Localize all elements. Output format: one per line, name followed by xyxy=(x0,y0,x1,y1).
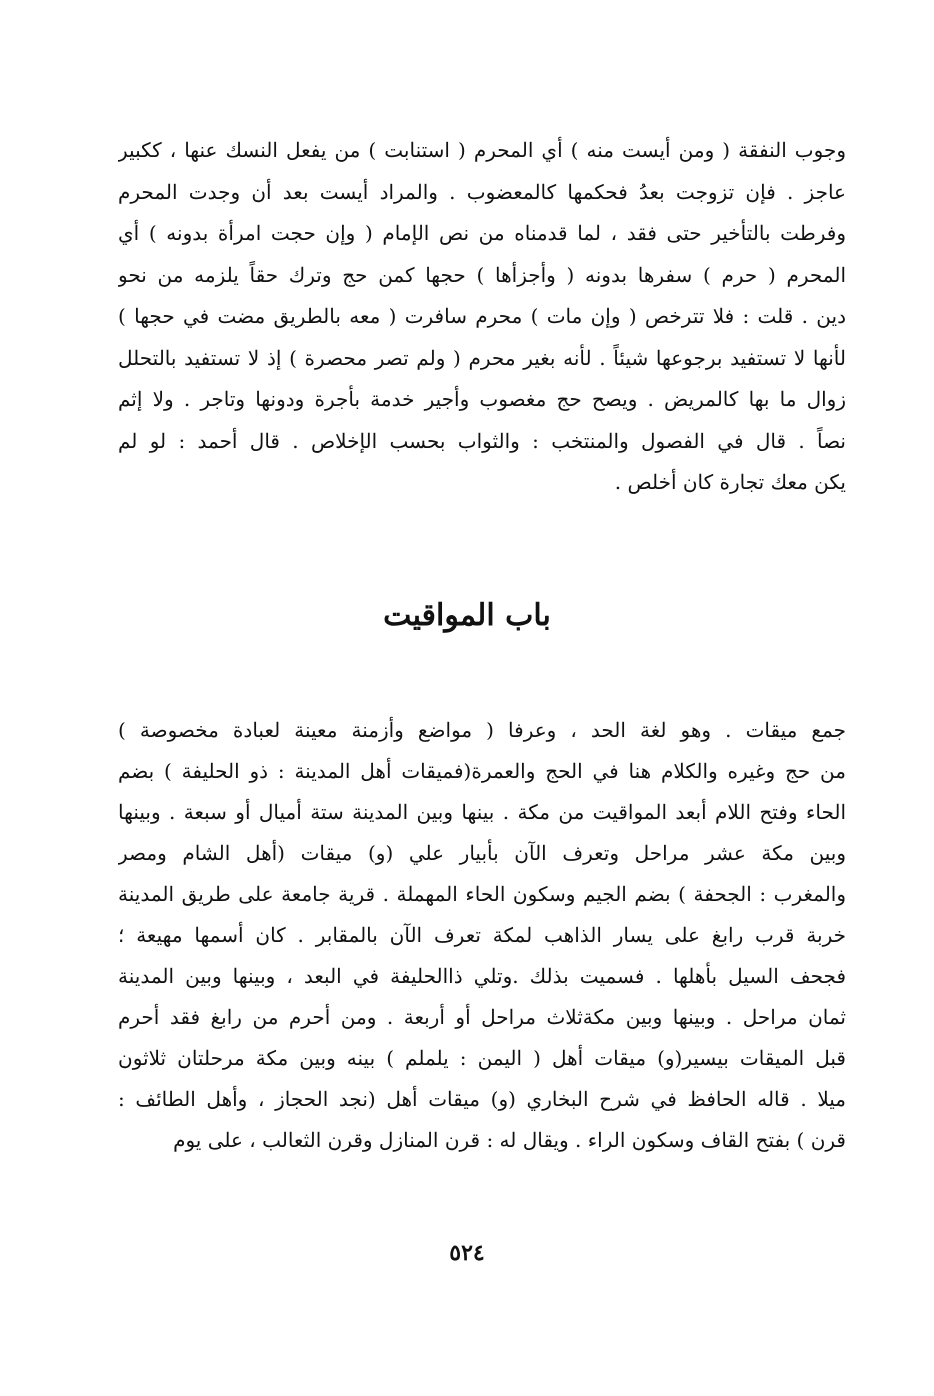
text-line: قبل الميقات بيسير(و) ميقات أهل ( اليمن : يلملم ) بينه وبين مكة مرحلتان ثلاثون xyxy=(118,1046,846,1070)
text-line: قرن ) بفتح القاف وسكون الراء . ويقال له : قرن المنازل وقرن الثعالب ، على يوم xyxy=(173,1128,846,1152)
text-line: خربة قرب رابغ على يسار الذاهب لمكة تعرف الآن بالمقابر . كان أسمها مهيعة ؛ xyxy=(118,923,846,947)
text-line: جمع ميقات . وهو لغة الحد ، وعرفا ( مواضع وأزمنة معينة لعبادة مخصوصة ) xyxy=(118,718,846,742)
text-line: من حج وغيره والكلام هنا في الحج والعمرة(فميقات أهل المدينة : ذو الحليفة ) بضم xyxy=(118,759,846,783)
text-line: يكن معك تجارة كان أخلص . xyxy=(614,470,846,494)
text-line: وبين مكة عشر مراحل وتعرف الآن بأبيار علي (و) ميقات (أهل الشام ومصر xyxy=(118,841,846,865)
text-line: وجوب النفقة ( ومن أيست منه ) أي المحرم ( استنابت ) من يفعل النسك عنها ، ككبير xyxy=(118,138,846,162)
paragraph-mawaqit-text xyxy=(118,712,846,1172)
section-title: باب المواقيت xyxy=(383,598,551,633)
text-line: والمغرب : الجحفة ) بضم الجيم وسكون الحاء المهملة . قرية جامعة على طريق المدينة xyxy=(118,882,846,906)
text-line: المحرم ( حرم ) سفرها بدونه ( وأجزأها ) حجها كمن حج وترك حقاً يلزمه من نحو xyxy=(118,262,846,287)
text-line: زوال ما بها كالمريض . ويصح حج مغصوب وأجير خدمة بأجرة ودونها وتاجر . ولا إثم xyxy=(118,387,846,411)
text-line: ميلا . قاله الحافظ في شرح البخاري (و) ميقات أهل (نجد الحجاز ، وأهل الطائف : xyxy=(118,1087,846,1111)
text-line: عاجز . فإن تزوجت بعدُ فحكمها كالمعضوب . والمراد أيست بعد أن وجدت المحرم xyxy=(118,179,846,204)
text-line: وفرطت بالتأخير حتى فقد ، لما قدمناه من نص الإمام ( وإن حجت امرأة بدونه ) أي xyxy=(118,221,846,245)
page-number: ٥٢٤ xyxy=(449,1240,485,1266)
text-line: نصاً . قال في الفصول والمنتخب : والثواب بحسب الإخلاص . قال أحمد : لو لم xyxy=(118,428,846,453)
text-line: الحاء وفتح اللام أبعد المواقيت من مكة . بينها وبين المدينة ستة أميال أو سبعة . وبينها xyxy=(118,800,846,824)
text-line: لأنها لا تستفيد برجوعها شيئاً . لأنه بغير محرم ( ولم تصر محصرة ) إذ لا تستفيد بالتحلل xyxy=(118,345,846,370)
text-line: ثمان مراحل . وبينها وبين مكةثلاث مراحل أو أربعة . ومن أحرم من رابغ فقد أحرم xyxy=(118,1005,846,1029)
text-line: فجحف السيل بأهلها . فسميت بذلك .وتلي ذاالحليفة في البعد ، وبينها وبين المدينة xyxy=(118,964,846,988)
text-line: دين . قلت : فلا تترخص ( وإن مات ) محرم سافرت ( معه بالطريق مضت في حجها ) xyxy=(118,304,846,328)
paragraph-continued-text xyxy=(118,132,846,532)
